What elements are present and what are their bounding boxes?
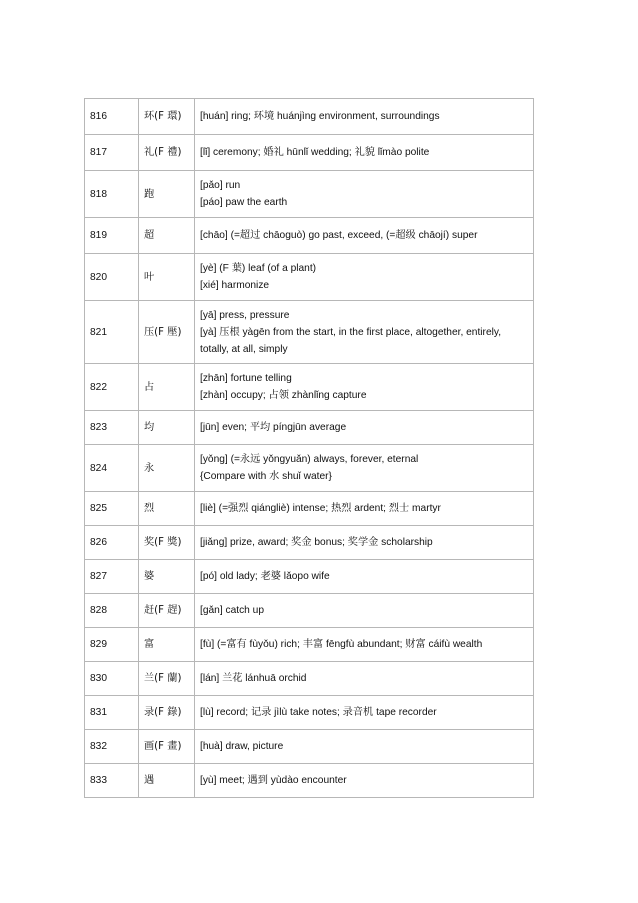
entry-number: 830: [85, 662, 139, 696]
table-row: [85, 594, 534, 628]
entry-number: 831: [85, 696, 139, 730]
table-row: [85, 301, 534, 364]
entry-character: 婆: [139, 560, 195, 594]
entry-number: 819: [85, 218, 139, 254]
entry-definition: [195, 364, 534, 411]
entry-number: 828: [85, 594, 139, 628]
definition-line: {Compare with 水 shuǐ water}: [200, 471, 332, 482]
entry-character: 压(F 壓): [139, 301, 195, 364]
definition-line: [yù] meet; 遇到 yùdào encounter: [200, 775, 347, 786]
definition-line: [lù] record; 记录 jìlù take notes; 录音机 tape recorder: [200, 707, 437, 718]
definition-line: [chāo] (=超过 chāoguò) go past, exceed, (=超级 chāojí) super: [200, 230, 478, 241]
entry-number: 827: [85, 560, 139, 594]
entry-definition: [195, 696, 534, 730]
entry-definition: [195, 445, 534, 492]
table-row: [85, 99, 534, 135]
definition-line: totally, at all, simply: [200, 343, 288, 355]
entry-number: 824: [85, 445, 139, 492]
table-row: [85, 445, 534, 492]
entry-character: 永: [139, 445, 195, 492]
table-row: [85, 662, 534, 696]
definition-line: [pǎo] run: [200, 180, 241, 191]
entry-character: 环(F 環): [139, 99, 195, 135]
entry-character: 占: [139, 364, 195, 411]
entry-number: 820: [85, 254, 139, 301]
entry-character: 均: [139, 411, 195, 445]
definition-line: [yà] 压根 yàgēn from the start, in the first place, altogether, entirely,: [200, 326, 502, 338]
table-row: [85, 171, 534, 218]
vocabulary-table-body: [85, 99, 534, 798]
entry-character: 奖(F 獎): [139, 526, 195, 560]
table-row: [85, 218, 534, 254]
entry-definition: [195, 218, 534, 254]
table-row: [85, 254, 534, 301]
definition-line: [pó] old lady; 老婆 lǎopo wife: [200, 571, 330, 582]
entry-number: 829: [85, 628, 139, 662]
definition-line: [xié] harmonize: [200, 280, 270, 291]
entry-definition: [195, 99, 534, 135]
definition-line: [lán] 兰花 lánhuā orchid: [200, 673, 307, 684]
definition-line: [gǎn] catch up: [200, 605, 265, 616]
table-row: [85, 696, 534, 730]
entry-character: 叶: [139, 254, 195, 301]
entry-definition: [195, 730, 534, 764]
definition-line: [páo] paw the earth: [200, 197, 288, 208]
entry-definition: [195, 594, 534, 628]
entry-character: 赶(F 趕): [139, 594, 195, 628]
definition-line: [liè] (=强烈 qiángliè) intense; 热烈 ardent; 烈士 martyr: [200, 503, 441, 514]
table-row: [85, 492, 534, 526]
table-row: [85, 628, 534, 662]
entry-definition: [195, 526, 534, 560]
entry-definition: [195, 764, 534, 798]
definition-line: [lǐ] ceremony; 婚礼 hūnlǐ wedding; 礼貌 lǐmào polite: [200, 147, 430, 158]
definition-line: [fù] (=富有 fùyǒu) rich; 丰富 fēngfù abundant; 财富 cáifù wealth: [200, 639, 483, 650]
entry-definition: [195, 560, 534, 594]
entry-definition: [195, 411, 534, 445]
entry-definition: [195, 171, 534, 218]
table-row: [85, 730, 534, 764]
entry-number: 823: [85, 411, 139, 445]
entry-number: 825: [85, 492, 139, 526]
definition-line: [zhān] fortune telling: [200, 373, 292, 384]
entry-definition: [195, 254, 534, 301]
entry-character: 跑: [139, 171, 195, 218]
entry-definition: [195, 135, 534, 171]
entry-number: 818: [85, 171, 139, 218]
entry-number: 833: [85, 764, 139, 798]
table-row: [85, 411, 534, 445]
entry-number: 822: [85, 364, 139, 411]
definition-line: [huán] ring; 环境 huánjìng environment, surroundings: [200, 111, 440, 122]
table-row: [85, 526, 534, 560]
definition-line: [jiǎng] prize, award; 奖金 bonus; 奖学金 scholarship: [200, 537, 433, 548]
entry-definition: [195, 492, 534, 526]
entry-definition: [195, 301, 534, 364]
vocabulary-table: [84, 98, 534, 798]
definition-line: [yǒng] (=永远 yǒngyuǎn) always, forever, eternal: [200, 454, 419, 465]
entry-character: 礼(F 禮): [139, 135, 195, 171]
entry-character: 遇: [139, 764, 195, 798]
definition-line: [jūn] even; 平均 píngjūn average: [200, 422, 347, 433]
definition-line: [zhàn] occupy; 占领 zhànlǐng capture: [200, 390, 367, 401]
entry-character: 兰(F 蘭): [139, 662, 195, 696]
entry-character: 画(F 畫): [139, 730, 195, 764]
entry-number: 826: [85, 526, 139, 560]
entry-character: 录(F 錄): [139, 696, 195, 730]
entry-character: 超: [139, 218, 195, 254]
table-row: [85, 560, 534, 594]
entry-definition: [195, 628, 534, 662]
entry-number: 816: [85, 99, 139, 135]
definition-line: [yè] (F 葉) leaf (of a plant): [200, 263, 317, 274]
table-row: [85, 135, 534, 171]
definition-line: [huà] draw, picture: [200, 741, 284, 752]
table-row: [85, 764, 534, 798]
entry-number: 832: [85, 730, 139, 764]
entry-number: 817: [85, 135, 139, 171]
table-row: [85, 364, 534, 411]
definition-line: [yā] press, pressure: [200, 309, 290, 321]
entry-number: 821: [85, 301, 139, 364]
entry-definition: [195, 662, 534, 696]
entry-character: 富: [139, 628, 195, 662]
entry-character: 烈: [139, 492, 195, 526]
